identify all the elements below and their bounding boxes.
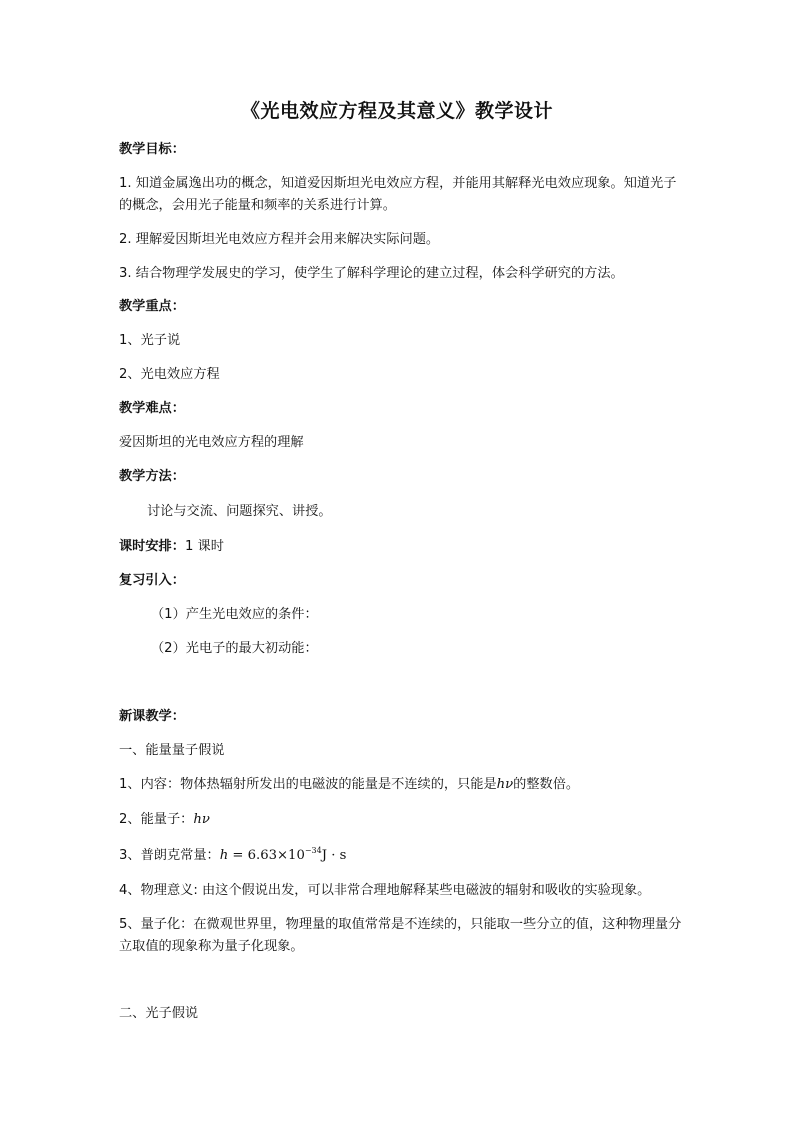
item-3-formula-value: = 6.63×10 [228,848,305,863]
item-1-formula: hν [496,777,514,792]
item-2-formula: hν [193,812,210,827]
schedule-line [119,536,684,558]
difficulty-text: 爱因斯坦的光电效应方程的理解 [119,435,304,450]
methods-heading: 教学方法： [119,469,185,484]
new-lesson-heading: 新课教学： [119,709,185,724]
section-1-item-2 [119,809,684,831]
key-points-heading: 教学重点： [119,299,185,314]
item-3-formula-unit: J · s [321,848,347,863]
schedule-label: 课时安排： [119,539,185,554]
objectives-heading: 教学目标： [119,142,185,157]
review-heading: 复习引入： [119,573,185,588]
review-item-2: （2）光电子的最大初动能： [151,641,318,656]
section-1-item-1 [119,774,684,796]
item-1-suffix: 的整数倍。 [513,777,580,792]
section-1-item-3 [119,845,684,867]
review-item-1: （1）产生光电效应的条件： [151,607,318,622]
objective-item-2: 2. 理解爱因斯坦光电效应方程并会用来解决实际问题。 [119,232,440,247]
key-point-item-2: 2、光电效应方程 [119,367,220,382]
item-2-prefix: 2、能量子： [119,812,194,827]
item-3-formula-exponent: −34 [304,846,322,855]
difficulty-heading: 教学难点： [119,401,185,416]
section-1-item-4: 4、物理意义: 由这个假说出发，可以非常合理地解释某些电磁波的辐射和吸收的实验现象。 [119,883,651,898]
objective-item-1: 1. 知道金属逸出功的概念，知道爱因斯坦光电效应方程，并能用其解释光电效应现象。知道光子的概念，会用光子能量和频率的关系进行计算。 [119,176,677,213]
item-3-prefix: 3、普朗克常量： [119,848,220,863]
objective-item-3: 3. 结合物理学发展史的学习，使学生了解科学理论的建立过程，体会科学研究的方法。 [119,266,624,281]
document-title: 《光电效应方程及其意义》教学设计 [240,100,553,122]
section-1-item-5: 5、量子化：在微观世界里，物理量的取值常常是不连续的，只能取一些分立的值，这种物理量分立取值的现象称为量子化现象。 [119,917,682,954]
schedule-value: 1 课时 [184,539,224,554]
section-1-heading: 一、能量量子假说 [119,743,225,758]
section-2-heading: 二、光子假说 [119,1006,199,1021]
item-1-prefix: 1、内容：物体热辐射所发出的电磁波的能量是不连续的，只能是 [119,777,497,792]
methods-text: 讨论与交流、问题探究、讲授。 [147,504,332,519]
item-3-formula-h: h [219,848,229,863]
key-point-item-1: 1、光子说 [119,333,181,348]
